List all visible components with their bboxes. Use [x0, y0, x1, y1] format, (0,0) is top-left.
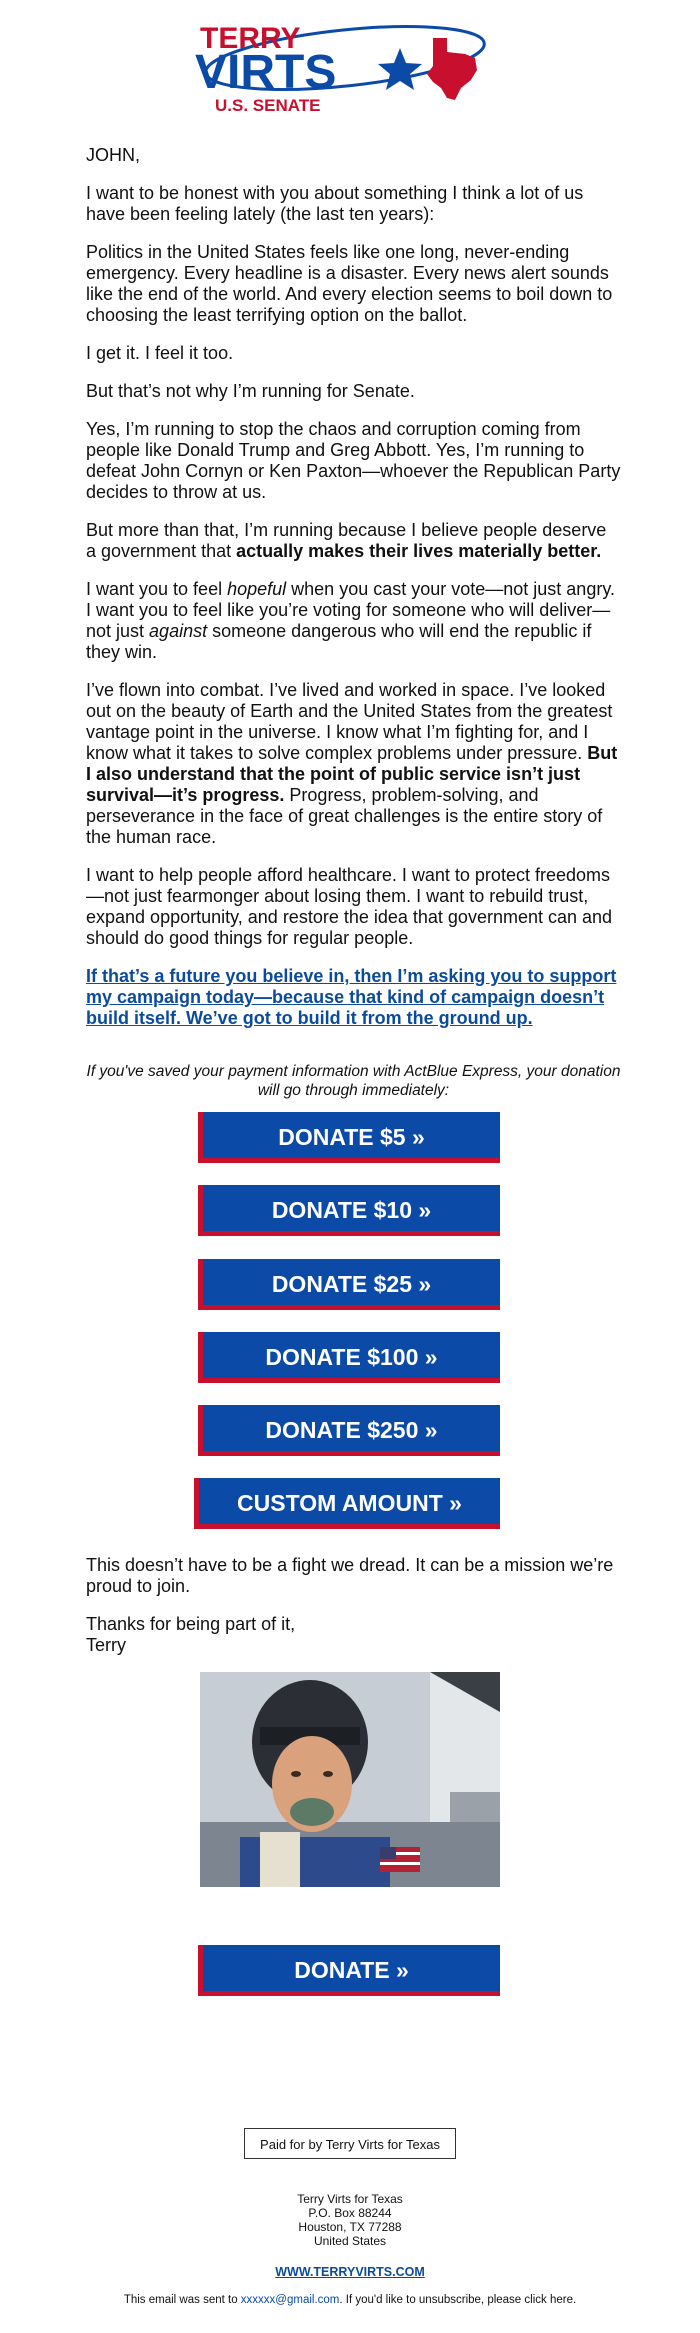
city: Houston, TX 77288	[298, 2220, 402, 2234]
support-campaign-link[interactable]: If that’s a future you believe in, then I’m asking you to support my campaign today—because that kind of campaign doesn’t build itself. We’ve got to build it from the ground up.	[86, 966, 617, 1028]
logo-first-name: TERRY	[200, 22, 301, 55]
unsubscribe-link[interactable]: . If you'd like to unsubscribe, please click here.	[339, 2294, 577, 2306]
logo-last-name: VIRTS	[195, 46, 337, 99]
donate-button[interactable]: DONATE »	[198, 1945, 500, 1996]
texas-map-icon	[427, 38, 477, 100]
signature-name: Terry	[86, 1635, 126, 1655]
paragraph: I get it. I feel it too.	[86, 343, 234, 363]
donate-100-button[interactable]: DONATE $100 »	[198, 1332, 500, 1383]
closing	[86, 1555, 621, 1656]
logo-graphic	[195, 18, 505, 118]
donate-5-button[interactable]: DONATE $5 »	[198, 1112, 500, 1163]
recipient-email[interactable]: xxxxxx@gmail.com	[240, 2294, 340, 2306]
org-name: Terry Virts for Texas	[297, 2192, 403, 2206]
paid-for-box: Paid for by Terry Virts for Texas	[244, 2128, 456, 2159]
mailing-address	[200, 2192, 500, 2248]
website-link[interactable]: WWW.TERRYVIRTS.COM	[275, 2265, 425, 2279]
paragraph: But more than that, I’m running because I believe people deserve a government that actually makes their lives materially better.	[86, 520, 607, 561]
po-box: P.O. Box 88244	[308, 2206, 392, 2220]
greeting: JOHN,	[86, 145, 140, 165]
paragraph: I want to help people afford healthcare. I want to protect freedoms—not just fearmonger about losing them. I want to rebuild trust, expand opportunity, and restore the idea that government can and should do good things for regular people.	[86, 865, 613, 948]
paragraph: I’ve flown into combat. I’ve lived and worked in space. I’ve looked out on the beauty of Earth and the United States from the greatest vantage point in the universe. I know what I’m fighting for, and I know what it takes to solve complex problems under pressure. But I also understand that the point of public service isn’t just survival—it’s progress. Progress, problem-solving, and perseverance in the face of great challenges is the entire story of the human race.	[86, 680, 618, 847]
paragraph: I want you to feel hopeful when you cast your vote—not just angry. I want you to feel like you’re voting for someone who will deliver—not just against someone dangerous who will end the republic if they win.	[86, 579, 615, 662]
paragraph: I want to be honest with you about something I think a lot of us have been feeling lately (the last ten years):	[86, 183, 584, 224]
paragraph: Yes, I’m running to stop the chaos and corruption coming from people like Donald Trump and Greg Abbott. Yes, I’m running to defeat John Cornyn or Ken Paxton—whoever the Republican Party decides to throw at us.	[86, 419, 621, 502]
letter-body	[86, 145, 621, 1029]
unsubscribe-footer: This email was sent to xxxxxx@gmail.com. If you'd like to unsubscribe, please click here.	[123, 2294, 577, 2306]
closing-paragraph: This doesn’t have to be a fight we dread. It can be a mission we’re proud to join.	[86, 1555, 614, 1596]
donate-10-button[interactable]: DONATE $10 »	[198, 1185, 500, 1236]
candidate-photo	[200, 1672, 500, 1887]
paragraph: But that’s not why I’m running for Senate.	[86, 381, 415, 401]
paragraph: Politics in the United States feels like one long, never-ending emergency. Every headline is a disaster. Every news alert sounds like the end of the world. And every election seems to boil down to choosing the least terrifying option on the ballot.	[86, 242, 613, 325]
country: United States	[313, 2234, 387, 2248]
donate-250-button[interactable]: DONATE $250 »	[198, 1405, 500, 1456]
campaign-logo	[195, 18, 505, 118]
pilot-photo-illustration	[200, 1672, 500, 1887]
actblue-express-note: If you've saved your payment information with ActBlue Express, your donation will go through immediately:	[86, 1063, 621, 1099]
custom-amount-button[interactable]: CUSTOM AMOUNT »	[194, 1478, 500, 1529]
donate-25-button[interactable]: DONATE $25 »	[198, 1259, 500, 1310]
logo-office: U.S. SENATE	[215, 96, 321, 115]
signoff: Thanks for being part of it,	[86, 1614, 296, 1634]
star-icon	[378, 48, 422, 90]
